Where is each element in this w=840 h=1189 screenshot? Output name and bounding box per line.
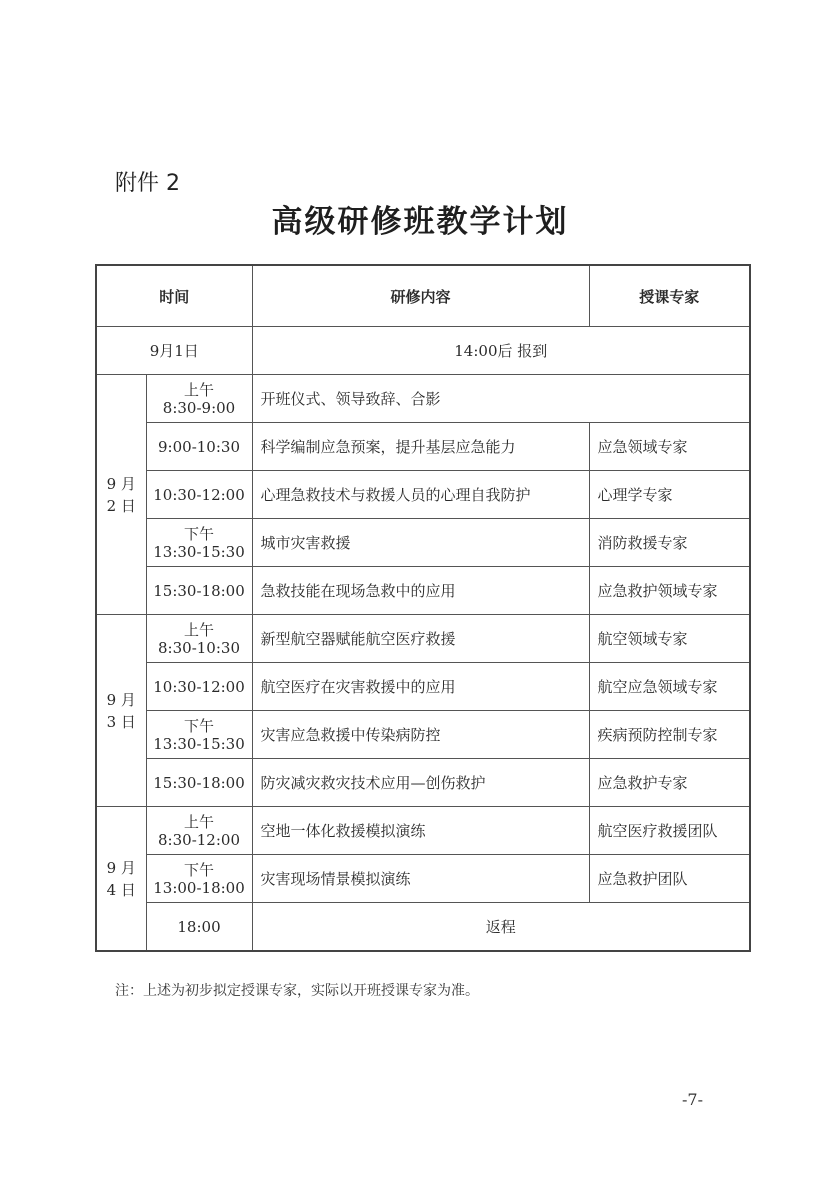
table-row [96,855,750,903]
date-month: 9 月 [106,474,136,493]
date-day: 2 日 [106,496,136,515]
content-cell: 航空医疗在灾害救援中的应用 [252,663,589,711]
period-label: 上午 [184,812,215,831]
time-cell [146,855,252,903]
expert-cell: 消防救援专家 [589,519,750,567]
expert-cell: 心理学专家 [589,471,750,519]
time-range: 8:30-9:00 [162,398,236,417]
time-cell [146,519,252,567]
content-cell: 开班仪式、领导致辞、合影 [252,375,750,423]
date-day: 4 日 [106,880,136,899]
content-cell: 新型航空器赋能航空医疗救援 [252,615,589,663]
time-range: 13:30-15:30 [153,542,245,561]
time-cell: 10:30-12:00 [146,471,252,519]
content-cell: 灾害应急救援中传染病防控 [252,711,589,759]
teaching-plan-table [95,264,751,952]
table-row [96,567,750,615]
period-label: 上午 [184,620,215,639]
time-range: 13:00-18:00 [153,878,245,897]
table-row [96,663,750,711]
time-cell [146,375,252,423]
document-title: 高级研修班教学计划 [271,204,569,240]
table-row [96,807,750,855]
table-header-row [96,265,750,327]
date-cell-day3 [96,615,146,807]
expert-cell: 应急领域专家 [589,423,750,471]
period-label: 下午 [184,716,215,735]
page-number: -7- [682,1090,703,1109]
period-label: 上午 [184,380,215,399]
table-row [96,759,750,807]
time-cell: 15:30-18:00 [146,567,252,615]
registration-content: 14:00后 报到 [252,327,750,375]
header-time: 时间 [96,265,252,327]
header-content: 研修内容 [252,265,589,327]
header-expert: 授课专家 [589,265,750,327]
table-row [96,423,750,471]
table-row [96,375,750,423]
attachment-label: 附件 2 [115,171,180,196]
content-cell: 城市灾害救援 [252,519,589,567]
table-row [96,711,750,759]
registration-row [96,327,750,375]
departure-row [96,903,750,952]
time-cell [146,615,252,663]
time-cell [146,711,252,759]
time-cell: 10:30-12:00 [146,663,252,711]
date-day: 3 日 [106,712,136,731]
time-cell: 9:00-10:30 [146,423,252,471]
expert-cell: 应急救护专家 [589,759,750,807]
table-row [96,615,750,663]
registration-date: 9月1日 [96,327,252,375]
departure-content: 返程 [252,903,750,952]
time-range: 13:30-15:30 [153,734,245,753]
table-row [96,519,750,567]
date-month: 9 月 [106,690,136,709]
time-cell [146,807,252,855]
time-range: 8:30-12:00 [158,830,240,849]
time-range: 8:30-10:30 [158,638,240,657]
expert-cell: 航空医疗救援团队 [589,807,750,855]
expert-cell: 应急救护领域专家 [589,567,750,615]
time-cell: 15:30-18:00 [146,759,252,807]
content-cell: 心理急救技术与救援人员的心理自我防护 [252,471,589,519]
expert-cell: 疾病预防控制专家 [589,711,750,759]
content-cell: 科学编制应急预案，提升基层应急能力 [252,423,589,471]
content-cell: 防灾减灾救灾技术应用—创伤救护 [252,759,589,807]
content-cell: 灾害现场情景模拟演练 [252,855,589,903]
period-label: 下午 [184,860,215,879]
content-cell: 空地一体化救援模拟演练 [252,807,589,855]
expert-cell: 应急救护团队 [589,855,750,903]
date-cell-day4 [96,807,146,952]
time-cell: 18:00 [146,903,252,952]
date-cell-day2 [96,375,146,615]
expert-cell: 航空领域专家 [589,615,750,663]
expert-cell: 航空应急领域专家 [589,663,750,711]
content-cell: 急救技能在现场急救中的应用 [252,567,589,615]
period-label: 下午 [184,524,215,543]
date-month: 9 月 [106,858,136,877]
table-row [96,471,750,519]
footnote: 注：上述为初步拟定授课专家，实际以开班授课专家为准。 [115,983,479,999]
